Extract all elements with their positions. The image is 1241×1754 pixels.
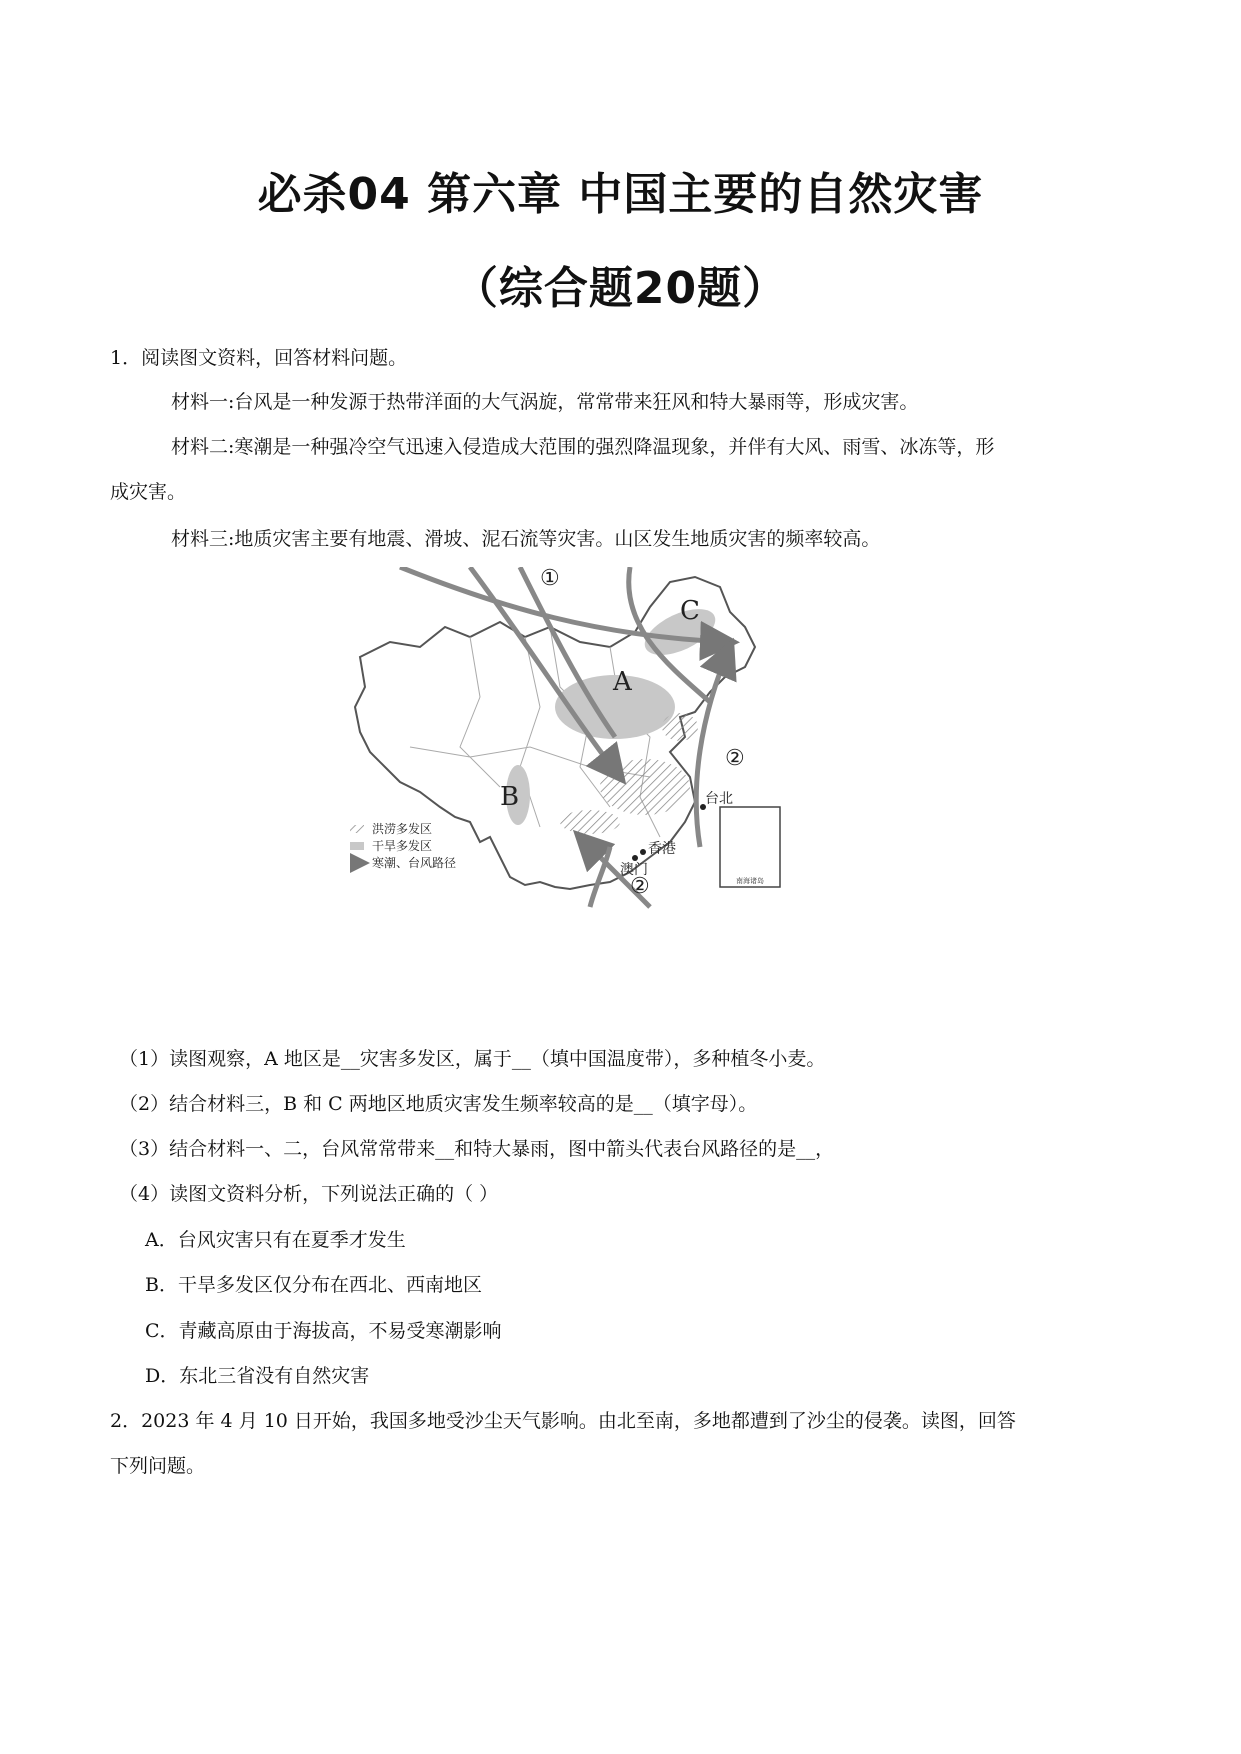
china-disaster-map: [350, 567, 885, 1007]
page-subtitle: （综合题20题）: [453, 263, 788, 314]
label-c: C: [680, 596, 700, 626]
material-2: 材料二:寒潮是一种强冷空气迅速入侵造成大范围的强烈降温现象，并伴有大风、雨雪、冰冻等，形: [171, 436, 995, 458]
flood-area-2: [662, 713, 698, 741]
label-path-2a: ②: [725, 746, 745, 771]
label-b: B: [500, 782, 520, 812]
south-china-sea-inset: [720, 807, 780, 887]
option-b: B．干旱多发区仅分布在西北、西南地区: [145, 1274, 482, 1296]
option-a: A．台风灾害只有在夏季才发生: [145, 1229, 406, 1251]
legend-flood-swatch: [350, 825, 364, 833]
label-hongkong: 香港: [648, 841, 676, 857]
label-path-1: ①: [540, 567, 560, 591]
label-macau: 澳门: [620, 862, 648, 878]
sub-question-2: （2）结合材料三，B 和 C 两地区地质灾害发生频率较高的是__（填字母）。: [119, 1093, 758, 1115]
question-2-stem: 2．2023 年 4 月 10 日开始，我国多地受沙尘天气影响。由北至南，多地都遭到了沙尘的侵袭。读图，回答: [110, 1410, 1016, 1432]
label-path-2b: ②: [630, 874, 650, 899]
material-2-cont: 成灾害。: [110, 481, 187, 503]
material-3: 材料三:地质灾害主要有地震、滑坡、泥石流等灾害。山区发生地质灾害的频率较高。: [171, 528, 881, 550]
sub-question-3: （3）结合材料一、二，台风常常带来__和特大暴雨，图中箭头代表台风路径的是__，: [119, 1138, 835, 1160]
legend-drought-swatch: [350, 842, 364, 850]
question-2-stem-cont: 下列问题。: [110, 1455, 206, 1477]
inset-label: 南海诸岛: [736, 877, 764, 885]
option-c: C．青藏高原由于海拔高，不易受寒潮影响: [145, 1320, 502, 1342]
legend-drought: 干旱多发区: [372, 839, 433, 853]
sub-question-4: （4）读图文资料分析，下列说法正确的（ ）: [119, 1183, 499, 1205]
legend-path: 寒潮、台风路径: [372, 856, 457, 870]
label-a: A: [613, 667, 632, 697]
flood-area-3: [560, 810, 620, 834]
option-d: D．东北三省没有自然灾害: [145, 1365, 370, 1387]
material-1: 材料一:台风是一种发源于热带洋面的大气涡旋，常常带来狂风和特大暴雨等，形成灾害。: [171, 391, 919, 413]
sub-question-1: （1）读图观察，A 地区是__灾害多发区，属于__（填中国温度带），多种植冬小麦。: [119, 1048, 826, 1070]
legend-flood: 洪涝多发区: [372, 822, 433, 836]
label-taipei: 台北: [705, 791, 733, 807]
page-title: 必杀04 第六章 中国主要的自然灾害: [257, 169, 984, 220]
question-1-stem: 1．阅读图文资料，回答材料问题。: [110, 347, 408, 369]
